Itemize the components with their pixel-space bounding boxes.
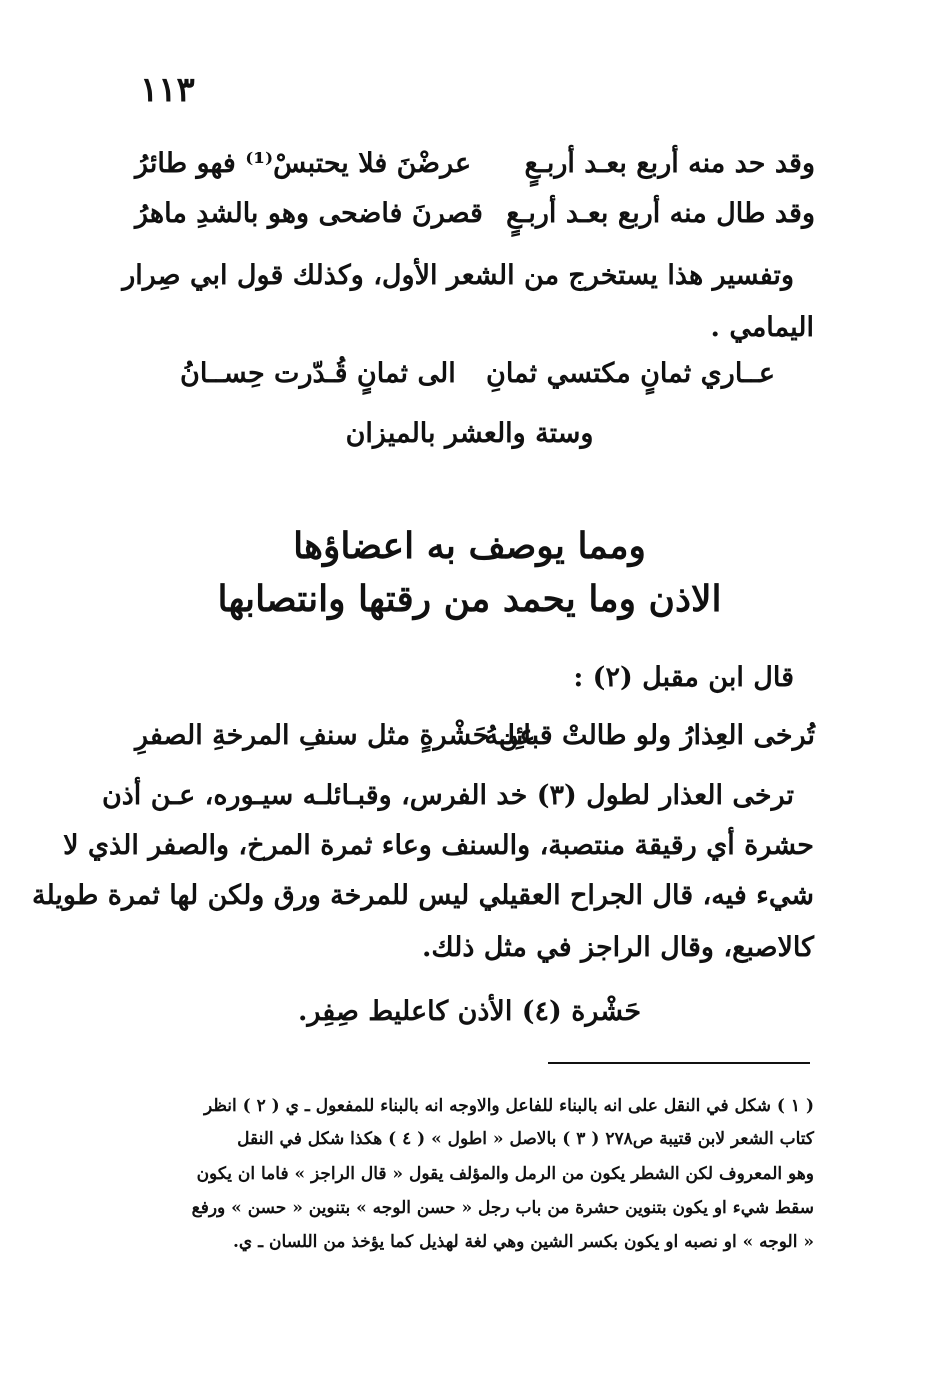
- verse-1-second-hemistich: عرضْنَ فلا يحتبسْ⁽¹⁾ فهو طائرُ: [135, 148, 472, 179]
- paragraph-1-line-1: وتفسير هذا يستخرج من الشعر الأول، وكذلك قول ابي صِرار: [122, 260, 794, 291]
- paragraph-2-line-3: شيء فيه، قال الجراح العقيلي ليس للمرخة ورق ولكن لها ثمرة طويلة: [31, 880, 814, 911]
- footnote-line-4: سقط شيء او يكون بتنوين حشرة من باب رجل « حسن الوجه » بتنوين « حسن » ورفع: [191, 1198, 814, 1218]
- footnote-line-2: كتاب الشعر لابن قتيبة ص٢٧٨ ( ٣ ) بالاصل « اطول » ( ٤ ) هكذا شكل في النقل: [237, 1129, 814, 1149]
- paragraph-2-line-1: ترخى العذار لطول (٣) خد الفرس، وقبـائلـه سيـوره، عـن أذن: [101, 780, 794, 811]
- verse-2: [135, 198, 815, 234]
- section-heading-line-1: ومما يوصف به اعضاؤها: [293, 525, 646, 567]
- verse-3-first-hemistich: عــاري ثمانٍ مكتسي ثمانِ: [486, 358, 775, 389]
- verse-1: [135, 148, 815, 184]
- footnote-line-3: وهو المعروف لكن الشطر يكون من الرمل والمؤلف يقول « قال الراجز » فاما ان يكون: [196, 1164, 814, 1184]
- verse-3-second-hemistich: الى ثمانٍ قُـدّرت حِســانُ: [180, 358, 456, 389]
- verse-3: [180, 358, 775, 394]
- verse-3-continuation: وستة والعشر بالميزان: [345, 418, 594, 449]
- paragraph-2-line-4: كالاصبع، وقال الراجز في مثل ذلك.: [421, 932, 814, 963]
- footnote-line-5: « الوجه » او نصبه او يكون بكسر الشين وهي لغة لهذيل كما يؤخذ من اللسان ـ ي.: [233, 1232, 814, 1252]
- verse-1-first-hemistich: وقد حد منه أربع بعـد أربـعٍ: [524, 148, 815, 179]
- footnote-divider: [548, 1062, 810, 1064]
- paragraph-1-line-2: اليمامي .: [710, 312, 814, 343]
- section-heading-line-2: الاذن وما يحمد من رقتها وانتصابها: [217, 578, 722, 620]
- paragraph-2-line-2: حشرة أي رقيقة منتصبة، والسنف وعاء ثمرة المرخ، والصفر الذي لا: [63, 830, 814, 861]
- verse-2-second-hemistich: قصرنَ فاضحى وهو بالشدِ ماهرُ: [135, 198, 483, 229]
- verse-4: [135, 720, 815, 756]
- verse-5: حَشْرة (٤) الأذن كاعليط صِفِر.: [297, 996, 642, 1027]
- footnote-line-1: ( ١ ) شكل في النقل على انه بالبناء للفاعل والاوجه انه بالبناء للمفعول ـ ي ( ٢ ) انظر: [203, 1096, 814, 1116]
- verse-4-second-hemistich: عن حَشْرةٍ مثل سنفِ المرخةِ الصفرِ: [135, 720, 536, 751]
- intro-line: قال ابن مقبل (٢) :: [573, 662, 794, 693]
- verse-2-first-hemistich: وقد طال منه أربع بعـد أربـعٍ: [506, 198, 815, 229]
- verse-4-first-hemistich: تُرخى العِذارُ ولو طالتْ قبائِلـهُ: [484, 720, 815, 751]
- page-number: ١١٣: [140, 70, 195, 110]
